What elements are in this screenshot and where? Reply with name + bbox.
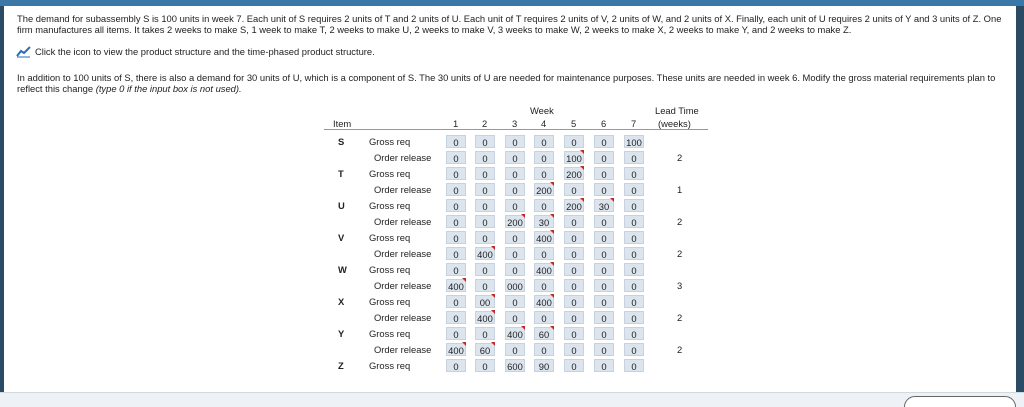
item-label-z: Z xyxy=(338,360,344,371)
mrp-input-cell[interactable] xyxy=(564,151,584,164)
mrp-input-cell[interactable] xyxy=(534,279,554,292)
mrp-cell-value: 100 xyxy=(566,153,582,164)
mrp-cell-value: 0 xyxy=(631,153,637,164)
mrp-input-cell[interactable] xyxy=(475,263,495,276)
mrp-cell-value: 0 xyxy=(482,185,488,196)
item-label-u: U xyxy=(338,200,345,211)
mrp-cell-value: 200 xyxy=(536,185,552,196)
mrp-cell-value: 0 xyxy=(482,169,488,180)
mrp-input-cell[interactable] xyxy=(564,199,584,212)
mrp-cell-value: 0 xyxy=(541,249,547,260)
mrp-cell-value: 0 xyxy=(571,185,577,196)
mrp-cell-value: 0 xyxy=(453,265,459,276)
mrp-cell-value: 0 xyxy=(571,249,577,260)
mrp-cell-value: 0 xyxy=(601,233,607,244)
mrp-input-cell[interactable] xyxy=(564,343,584,356)
mrp-cell-value: 0 xyxy=(601,217,607,228)
mrp-cell-value: 0 xyxy=(512,297,518,308)
mrp-cell-value: 0 xyxy=(482,153,488,164)
gross-req-label: Gross req xyxy=(369,296,411,307)
mrp-input-cell[interactable] xyxy=(446,215,466,228)
correct-marker-icon xyxy=(491,310,495,314)
mrp-cell-value: 0 xyxy=(631,265,637,276)
item-label-v: V xyxy=(338,232,345,243)
gross-req-label: Gross req xyxy=(369,232,411,243)
mrp-cell-value: 0 xyxy=(453,201,459,212)
mrp-input-cell[interactable] xyxy=(505,311,525,324)
mrp-cell-value: 0 xyxy=(512,249,518,260)
mrp-cell-value: 0 xyxy=(512,201,518,212)
mrp-input-cell[interactable] xyxy=(475,231,495,244)
mrp-cell-value: 0 xyxy=(601,361,607,372)
product-structure-link[interactable] xyxy=(16,46,375,58)
mrp-input-cell[interactable] xyxy=(534,183,554,196)
question-panel xyxy=(4,6,1016,392)
mrp-cell-value: 0 xyxy=(631,313,637,324)
footer-button[interactable] xyxy=(904,396,1016,407)
gross-req-label: Gross req xyxy=(369,136,411,147)
mrp-input-cell[interactable] xyxy=(475,215,495,228)
mrp-cell-value: 0 xyxy=(631,249,637,260)
mrp-input-cell[interactable] xyxy=(564,135,584,148)
mrp-input-cell[interactable] xyxy=(594,327,614,340)
mrp-cell-value: 400 xyxy=(536,297,552,308)
correct-marker-icon xyxy=(550,230,554,234)
mrp-cell-value: 0 xyxy=(512,153,518,164)
order-release-label: Order release xyxy=(374,248,432,259)
mrp-input-cell[interactable] xyxy=(594,263,614,276)
item-label-t: T xyxy=(338,168,344,179)
mrp-input-cell[interactable] xyxy=(624,151,644,164)
mrp-input-cell[interactable] xyxy=(446,327,466,340)
mrp-cell-value: 0 xyxy=(601,345,607,356)
mrp-cell-value: 0 xyxy=(453,249,459,260)
header-divider xyxy=(324,129,708,130)
mrp-input-cell[interactable] xyxy=(446,311,466,324)
mrp-cell-value: 0 xyxy=(571,361,577,372)
item-label-w: W xyxy=(338,264,347,275)
mrp-input-cell[interactable] xyxy=(475,199,495,212)
mrp-cell-value: 0 xyxy=(631,217,637,228)
mrp-input-cell[interactable] xyxy=(564,215,584,228)
mrp-cell-value: 30 xyxy=(538,217,550,228)
mrp-cell-value: 0 xyxy=(482,281,488,292)
mrp-cell-value: 0 xyxy=(482,217,488,228)
mrp-input-cell[interactable] xyxy=(534,215,554,228)
gross-req-label: Gross req xyxy=(369,328,411,339)
mrp-cell-value: 0 xyxy=(571,137,577,148)
mrp-cell-value: 0 xyxy=(541,153,547,164)
mrp-cell-value: 0 xyxy=(482,329,488,340)
correct-marker-icon xyxy=(550,182,554,186)
mrp-input-cell[interactable] xyxy=(534,199,554,212)
gross-req-label: Gross req xyxy=(369,168,411,179)
mrp-input-cell[interactable] xyxy=(594,167,614,180)
mrp-cell-value: 0 xyxy=(482,137,488,148)
mrp-input-cell[interactable] xyxy=(505,183,525,196)
mrp-input-cell[interactable] xyxy=(564,231,584,244)
mrp-input-cell[interactable] xyxy=(505,199,525,212)
mrp-input-cell[interactable] xyxy=(564,327,584,340)
mrp-cell-value: 0 xyxy=(512,313,518,324)
mrp-cell-value: 0 xyxy=(631,169,637,180)
mrp-input-cell[interactable] xyxy=(446,279,466,292)
mrp-cell-value: 60 xyxy=(538,329,550,340)
mrp-input-cell[interactable] xyxy=(624,327,644,340)
footer-bar xyxy=(0,392,1024,407)
mrp-cell-value: 200 xyxy=(566,201,582,212)
mrp-cell-value: 0 xyxy=(453,153,459,164)
mrp-cell-value: 0 xyxy=(453,313,459,324)
mrp-cell-value: 0 xyxy=(571,345,577,356)
correct-marker-icon xyxy=(580,150,584,154)
mrp-cell-value: 30 xyxy=(598,201,610,212)
gross-req-label: Gross req xyxy=(369,360,411,371)
mrp-cell-value: 00 xyxy=(479,297,491,308)
lead-time-header-2: (weeks) xyxy=(658,118,691,129)
mrp-input-cell[interactable] xyxy=(624,359,644,372)
correct-marker-icon xyxy=(491,342,495,346)
mrp-input-cell[interactable] xyxy=(624,199,644,212)
mrp-input-cell[interactable] xyxy=(534,311,554,324)
mrp-input-cell[interactable] xyxy=(475,183,495,196)
order-release-label: Order release xyxy=(374,280,432,291)
mrp-input-cell[interactable] xyxy=(475,279,495,292)
mrp-cell-value: 0 xyxy=(631,345,637,356)
mrp-input-cell[interactable] xyxy=(446,135,466,148)
mrp-input-cell[interactable] xyxy=(505,151,525,164)
mrp-input-cell[interactable] xyxy=(446,151,466,164)
mrp-cell-value: 0 xyxy=(512,233,518,244)
correct-marker-icon xyxy=(491,294,495,298)
mrp-input-cell[interactable] xyxy=(624,135,644,148)
correct-marker-icon xyxy=(462,278,466,282)
correct-marker-icon xyxy=(462,342,466,346)
mrp-input-cell[interactable] xyxy=(446,199,466,212)
lead-time-value: 2 xyxy=(677,344,683,355)
mrp-cell-value: 0 xyxy=(453,361,459,372)
correct-marker-icon xyxy=(491,246,495,250)
mrp-cell-value: 0 xyxy=(482,201,488,212)
mrp-input-cell[interactable] xyxy=(564,263,584,276)
mrp-input-cell[interactable] xyxy=(534,343,554,356)
mrp-input-cell[interactable] xyxy=(564,183,584,196)
mrp-cell-value: 0 xyxy=(631,233,637,244)
mrp-input-cell[interactable] xyxy=(446,183,466,196)
mrp-input-cell[interactable] xyxy=(475,135,495,148)
mrp-cell-value: 0 xyxy=(571,233,577,244)
mrp-input-cell[interactable] xyxy=(564,295,584,308)
mrp-input-cell[interactable] xyxy=(475,295,495,308)
mrp-cell-value: 400 xyxy=(507,329,523,340)
mrp-cell-value: 0 xyxy=(512,265,518,276)
mrp-cell-value: 0 xyxy=(482,233,488,244)
mrp-cell-value: 0 xyxy=(631,201,637,212)
mrp-cell-value: 0 xyxy=(571,217,577,228)
mrp-input-cell[interactable] xyxy=(624,311,644,324)
mrp-input-cell[interactable] xyxy=(594,311,614,324)
mrp-cell-value: 400 xyxy=(536,233,552,244)
mrp-input-cell[interactable] xyxy=(624,295,644,308)
mrp-cell-value: 0 xyxy=(453,137,459,148)
mrp-input-cell[interactable] xyxy=(594,151,614,164)
mrp-input-cell[interactable] xyxy=(505,247,525,260)
mrp-input-cell[interactable] xyxy=(594,343,614,356)
mrp-cell-value: 0 xyxy=(453,297,459,308)
correct-marker-icon xyxy=(610,198,614,202)
mrp-cell-value: 60 xyxy=(479,345,491,356)
mrp-input-cell[interactable] xyxy=(594,231,614,244)
mrp-input-cell[interactable] xyxy=(446,247,466,260)
mrp-input-cell[interactable] xyxy=(505,359,525,372)
lead-time-value: 2 xyxy=(677,312,683,323)
icon-link-text: Click the icon to view the product structure and the time-phased product structure. xyxy=(35,46,375,57)
week-number-4: 4 xyxy=(541,118,547,129)
order-release-label: Order release xyxy=(374,152,432,163)
mrp-input-cell[interactable] xyxy=(505,215,525,228)
correct-marker-icon xyxy=(550,326,554,330)
mrp-cell-value: 0 xyxy=(512,169,518,180)
lead-time-value: 2 xyxy=(677,216,683,227)
mrp-input-cell[interactable] xyxy=(564,311,584,324)
lead-time-value: 2 xyxy=(677,248,683,259)
mrp-input-cell[interactable] xyxy=(505,279,525,292)
mrp-cell-value: 0 xyxy=(512,345,518,356)
order-release-label: Order release xyxy=(374,184,432,195)
instruction-main: In addition to 100 units of S, there is also a demand for 30 units of U, which is a component of S. The 30 units of U are needed for maintenance purposes. These units are needed in week 6. Modify the gross material requirements plan to reflect this change xyxy=(17,72,996,94)
mrp-cell-value: 0 xyxy=(453,169,459,180)
mrp-input-cell[interactable] xyxy=(505,263,525,276)
mrp-cell-value: 0 xyxy=(482,361,488,372)
correct-marker-icon xyxy=(521,214,525,218)
mrp-input-cell[interactable] xyxy=(446,231,466,244)
correct-marker-icon xyxy=(521,326,525,330)
mrp-input-cell[interactable] xyxy=(446,263,466,276)
mrp-cell-value: 400 xyxy=(477,313,493,324)
mrp-input-cell[interactable] xyxy=(534,359,554,372)
mrp-cell-value: 0 xyxy=(631,281,637,292)
mrp-input-cell[interactable] xyxy=(534,231,554,244)
mrp-cell-value: 0 xyxy=(631,297,637,308)
mrp-input-cell[interactable] xyxy=(564,359,584,372)
mrp-cell-value: 0 xyxy=(453,329,459,340)
mrp-input-cell[interactable] xyxy=(446,359,466,372)
mrp-input-cell[interactable] xyxy=(505,343,525,356)
correct-marker-icon xyxy=(580,198,584,202)
mrp-cell-value: 0 xyxy=(453,185,459,196)
mrp-cell-value: 100 xyxy=(626,137,642,148)
week-number-3: 3 xyxy=(512,118,518,129)
mrp-input-cell[interactable] xyxy=(534,247,554,260)
item-label-x: X xyxy=(338,296,345,307)
mrp-input-cell[interactable] xyxy=(624,215,644,228)
mrp-input-cell[interactable] xyxy=(475,151,495,164)
mrp-cell-value: 0 xyxy=(601,249,607,260)
mrp-input-cell[interactable] xyxy=(446,343,466,356)
mrp-input-cell[interactable] xyxy=(534,295,554,308)
mrp-input-cell[interactable] xyxy=(594,295,614,308)
mrp-input-cell[interactable] xyxy=(624,183,644,196)
mrp-input-cell[interactable] xyxy=(534,151,554,164)
gross-req-label: Gross req xyxy=(369,264,411,275)
week-number-1: 1 xyxy=(453,118,459,129)
lead-time-value: 2 xyxy=(677,152,683,163)
mrp-cell-value: 0 xyxy=(601,169,607,180)
mrp-input-cell[interactable] xyxy=(534,327,554,340)
order-release-label: Order release xyxy=(374,216,432,227)
mrp-cell-value: 0 xyxy=(601,329,607,340)
mrp-input-cell[interactable] xyxy=(475,327,495,340)
mrp-input-cell[interactable] xyxy=(505,167,525,180)
mrp-cell-value: 0 xyxy=(571,313,577,324)
mrp-cell-value: 0 xyxy=(453,217,459,228)
mrp-input-cell[interactable] xyxy=(534,135,554,148)
mrp-cell-value: 0 xyxy=(512,137,518,148)
mrp-input-cell[interactable] xyxy=(594,247,614,260)
mrp-input-cell[interactable] xyxy=(594,135,614,148)
mrp-cell-value: 0 xyxy=(631,361,637,372)
lead-time-header-1: Lead Time xyxy=(655,105,699,116)
lead-time-value: 1 xyxy=(677,184,683,195)
mrp-cell-value: 0 xyxy=(512,185,518,196)
item-label-s: S xyxy=(338,136,345,147)
mrp-input-cell[interactable] xyxy=(594,279,614,292)
item-label-y: Y xyxy=(338,328,345,339)
mrp-input-cell[interactable] xyxy=(624,343,644,356)
mrp-input-cell[interactable] xyxy=(475,343,495,356)
mrp-input-cell[interactable] xyxy=(505,295,525,308)
correct-marker-icon xyxy=(550,294,554,298)
mrp-input-cell[interactable] xyxy=(624,263,644,276)
mrp-cell-value: 0 xyxy=(601,137,607,148)
mrp-cell-value: 90 xyxy=(538,361,550,372)
instruction-hint: (type 0 if the input box is not used). xyxy=(95,83,242,94)
mrp-cell-value: 0 xyxy=(601,313,607,324)
mrp-cell-value: 0 xyxy=(482,265,488,276)
mrp-cell-value: 0 xyxy=(631,329,637,340)
mrp-cell-value: 0 xyxy=(541,137,547,148)
mrp-cell-value: 0 xyxy=(541,313,547,324)
mrp-cell-value: 0 xyxy=(601,185,607,196)
week-number-2: 2 xyxy=(482,118,488,129)
mrp-cell-value: 0 xyxy=(453,233,459,244)
mrp-cell-value: 0 xyxy=(571,329,577,340)
week-number-7: 7 xyxy=(631,118,637,129)
mrp-input-cell[interactable] xyxy=(624,247,644,260)
mrp-input-cell[interactable] xyxy=(505,135,525,148)
problem-statement: The demand for subassembly S is 100 units in week 7. Each unit of S requires 2 units of T and 2 units of U. Each unit of T requires 2 units of V, 2 units of W, and 2 units of X. Finally, each unit of U requires 2 units of Y and 3 units of Z. One firm manufactures all items. It takes 2 weeks to make S, 1 week to make T, 2 weeks to make U, 2 weeks to make V, 3 weeks to make W, 2 weeks to make X, 2 weeks to make Y, and 2 weeks to make Z. xyxy=(17,13,1002,35)
mrp-input-cell[interactable] xyxy=(624,231,644,244)
instruction-text xyxy=(17,72,1007,94)
mrp-cell-value: 0 xyxy=(541,345,547,356)
mrp-input-cell[interactable] xyxy=(594,183,614,196)
mrp-cell-value: 200 xyxy=(507,217,523,228)
mrp-input-cell[interactable] xyxy=(624,167,644,180)
correct-marker-icon xyxy=(550,214,554,218)
mrp-input-cell[interactable] xyxy=(594,215,614,228)
mrp-cell-value: 400 xyxy=(536,265,552,276)
mrp-cell-value: 0 xyxy=(541,281,547,292)
mrp-cell-value: 0 xyxy=(601,265,607,276)
chart-icon[interactable] xyxy=(16,46,31,58)
mrp-cell-value: 0 xyxy=(601,297,607,308)
mrp-cell-value: 200 xyxy=(566,169,582,180)
mrp-input-cell[interactable] xyxy=(624,279,644,292)
mrp-cell-value: 400 xyxy=(448,345,464,356)
item-header: Item xyxy=(333,118,352,129)
mrp-cell-value: 000 xyxy=(507,281,523,292)
mrp-cell-value: 0 xyxy=(601,153,607,164)
mrp-cell-value: 0 xyxy=(571,265,577,276)
mrp-input-cell[interactable] xyxy=(475,247,495,260)
order-release-label: Order release xyxy=(374,344,432,355)
order-release-label: Order release xyxy=(374,312,432,323)
mrp-input-cell[interactable] xyxy=(564,279,584,292)
mrp-cell-value: 0 xyxy=(541,201,547,212)
week-number-5: 5 xyxy=(571,118,577,129)
correct-marker-icon xyxy=(580,166,584,170)
mrp-cell-value: 0 xyxy=(571,281,577,292)
mrp-cell-value: 400 xyxy=(448,281,464,292)
mrp-input-cell[interactable] xyxy=(475,167,495,180)
mrp-input-cell[interactable] xyxy=(446,167,466,180)
mrp-input-cell[interactable] xyxy=(534,263,554,276)
mrp-input-cell[interactable] xyxy=(534,167,554,180)
mrp-input-cell[interactable] xyxy=(564,167,584,180)
week-header: Week xyxy=(530,105,554,116)
mrp-input-cell[interactable] xyxy=(505,231,525,244)
mrp-input-cell[interactable] xyxy=(564,247,584,260)
correct-marker-icon xyxy=(550,262,554,266)
mrp-cell-value: 0 xyxy=(541,169,547,180)
week-number-6: 6 xyxy=(601,118,607,129)
mrp-cell-value: 0 xyxy=(631,185,637,196)
mrp-input-cell[interactable] xyxy=(475,359,495,372)
mrp-input-cell[interactable] xyxy=(475,311,495,324)
lead-time-value: 3 xyxy=(677,280,683,291)
mrp-input-cell[interactable] xyxy=(594,359,614,372)
mrp-cell-value: 400 xyxy=(477,249,493,260)
gross-req-label: Gross req xyxy=(369,200,411,211)
mrp-input-cell[interactable] xyxy=(594,199,614,212)
mrp-cell-value: 600 xyxy=(507,361,523,372)
mrp-cell-value: 0 xyxy=(571,297,577,308)
mrp-input-cell[interactable] xyxy=(446,295,466,308)
mrp-cell-value: 0 xyxy=(601,281,607,292)
mrp-input-cell[interactable] xyxy=(505,327,525,340)
